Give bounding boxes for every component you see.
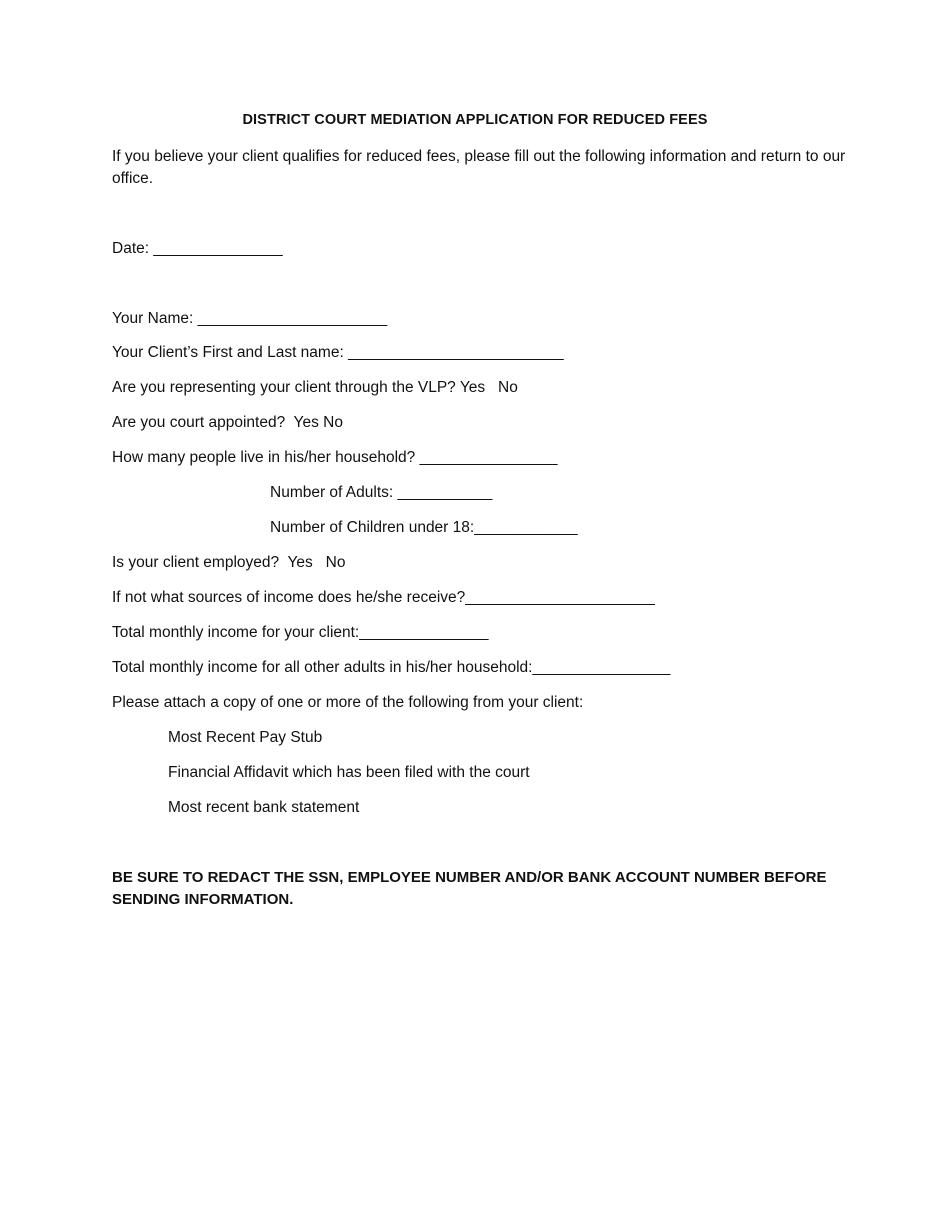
form-title: DISTRICT COURT MEDIATION APPLICATION FOR REDUCED FEES: [242, 112, 708, 128]
children-count-field-line: Number of Children under 18:____________: [270, 519, 578, 536]
income-sources-field-line: If not what sources of income does he/she receive?______________________: [112, 589, 655, 606]
your-name-field-line: Your Name: ______________________: [112, 310, 388, 327]
client-name-field-line: Your Client’s First and Last name: _________________________: [112, 344, 564, 361]
vlp-question-line: Are you representing your client through the VLP? Yes No: [112, 379, 518, 396]
court-appointed-question-line: Are you court appointed? Yes No: [112, 414, 343, 431]
redaction-warning: BE SURE TO REDACT THE SSN, EMPLOYEE NUMBER AND/OR BANK ACCOUNT NUMBER BEFORE SENDING INFORMATION.: [112, 869, 827, 908]
attachment-item: Most recent bank statement: [168, 799, 360, 816]
attachment-item: Financial Affidavit which has been filed with the court: [168, 764, 530, 781]
adults-count-field-line: Number of Adults: ___________: [270, 484, 493, 501]
other-adults-income-field-line: Total monthly income for all other adults in his/her household:________________: [112, 659, 671, 676]
date-field-line: Date: _______________: [112, 240, 283, 257]
client-income-field-line: Total monthly income for your client:_______________: [112, 624, 489, 641]
household-count-field-line: How many people live in his/her household? ________________: [112, 449, 558, 466]
attach-instruction-line: Please attach a copy of one or more of the following from your client:: [112, 694, 584, 711]
attachment-item: Most Recent Pay Stub: [168, 729, 323, 746]
employed-question-line: Is your client employed? Yes No: [112, 554, 346, 571]
intro-paragraph: If you believe your client qualifies for reduced fees, please fill out the following information and return to our office.: [112, 148, 846, 187]
